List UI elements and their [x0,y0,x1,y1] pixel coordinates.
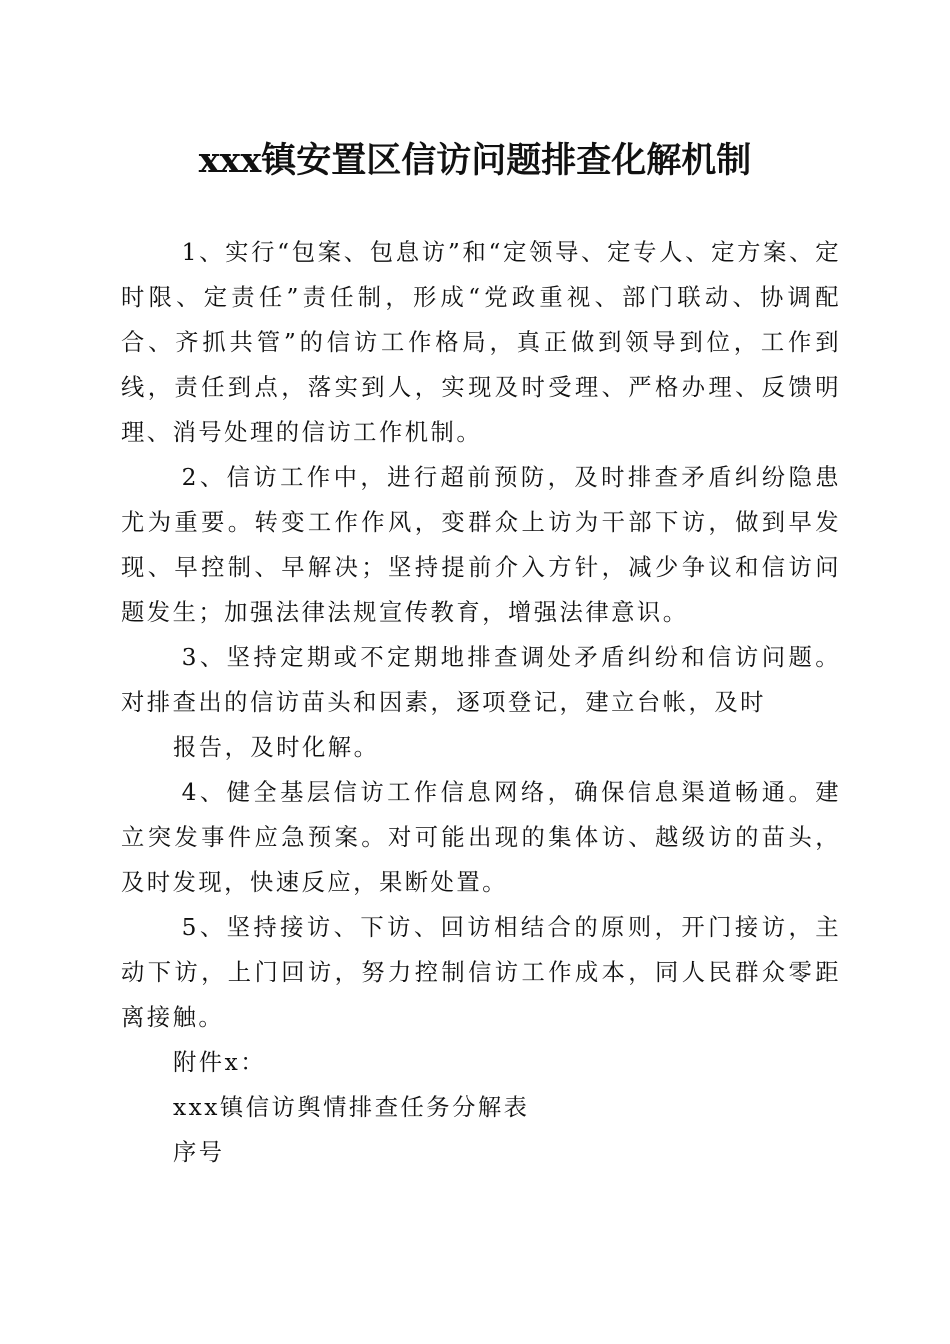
paragraph-3: 3、坚持定期或不定期地排查调处矛盾纠纷和信访问题。对排查出的信访苗头和因素，逐项登记，建立台帐，及时 [121,644,841,716]
attachment-label: 附件x： [173,1049,267,1076]
paragraph-5: 5、坚持接访、下访、回访相结合的原则，开门接访，主动下访，上门回访，努力控制信访工作成本，同人民群众零距离接触。 [121,914,841,1031]
paragraph-4: 4、健全基层信访工作信息网络，确保信息渠道畅通。建立突发事件应急预案。对可能出现的集体访、越级访的苗头，及时发现，快速反应，果断处置。 [121,779,841,896]
attachment-title: xxx镇信访舆情排查任务分解表 [173,1094,530,1121]
paragraph-3-continuation: 报告，及时化解。 [173,734,380,761]
document-body [121,230,841,1175]
paragraph-1: 1、实行“包案、包息访”和“定领导、定专人、定方案、定时限、定责任”责任制，形成“党政重视、部门联动、协调配合、齐抓共管”的信访工作格局，真正做到领导到位，工作到线，责任到点，落实到人，实现及时受理、严格办理、反馈明理、消号处理的信访工作机制。 [121,239,841,446]
page-title: xxx镇安置区信访问题排查化解机制 [198,140,752,181]
paragraph-2: 2、信访工作中，进行超前预防，及时排查矛盾纠纷隐患尤为重要。转变工作作风，变群众上访为干部下访，做到早发现、早控制、早解决；坚持提前介入方针，减少争议和信访问题发生；加强法律法规宣传教育，增强法律意识。 [121,464,841,626]
table-header-serial: 序号 [173,1139,225,1166]
